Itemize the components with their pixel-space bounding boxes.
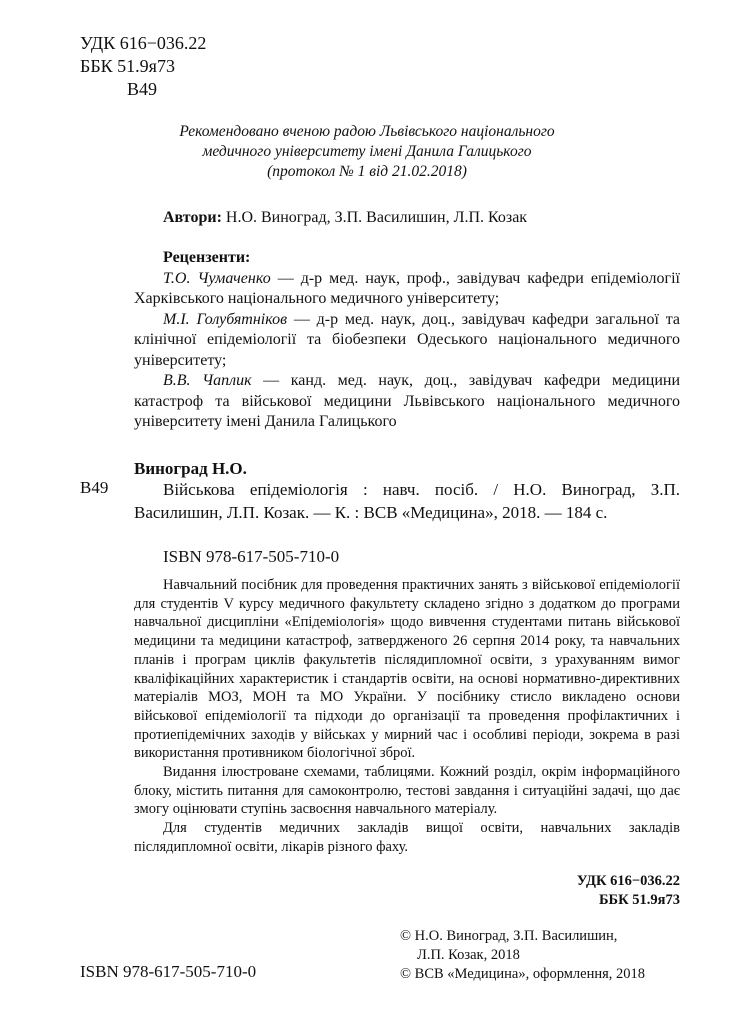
recommendation-line-3: (протокол № 1 від 21.02.2018) <box>267 163 467 180</box>
reviewer-name: Т.О. Чумаченко <box>163 269 271 287</box>
bottom-isbn: ISBN 978-617-505-710-0 <box>80 962 257 981</box>
authors-line <box>163 209 527 227</box>
recommendation-block <box>0 122 734 182</box>
recommendation-line-1: Рекомендовано вченою радою Львівського національного <box>179 123 555 140</box>
annotation-paragraph: Для студентів медичних закладів вищої освіти, навчальних закладів післядипломної освіти, лікарів різного фаху. <box>134 820 680 855</box>
top-classification-codes <box>80 32 206 101</box>
authors-label: Автори: <box>163 209 222 226</box>
annotation-paragraph: Навчальний посібник для проведення практичних занять з військової епідеміології для студентів V курсу медичного факультету складено згідно з додатком до програми навчальної дисципліни «Епідеміологія» щодо вивчення студентами питань військової медицини та медицини катастроф, затвердженого 26 серпня 2014 року, та навчальних планів і програм циклів факультетів післядипломної освіти, з урахуванням вимог кваліфікаційних характеристик і стандартів освіти, на основі нормативно-директивних матеріалів МОЗ, МОН та МО України. У посібнику стисло викладено основи військової епідеміології та підходи до організації та проведення профілактичних і протиепідемічних заходів у військах у мирний час і особливі періоди, зокрема в разі використання противником біологічної зброї. <box>134 577 680 762</box>
recommendation-line-2: медичного університету імені Данила Галицького <box>202 143 532 160</box>
reviewer-name: М.І. Голубятніков <box>163 310 288 328</box>
reviewer-entry <box>134 269 680 310</box>
bottom-classification-codes <box>577 872 680 910</box>
catalog-mark: В49 <box>80 478 109 497</box>
udk-code: УДК 616−036.22 <box>80 33 207 53</box>
author-mark: В49 <box>127 79 158 99</box>
copyright-line-2: Л.П. Козак, 2018 <box>417 947 520 963</box>
authors-names: Н.О. Виноград, З.П. Василишин, Л.П. Козак <box>225 209 528 226</box>
reviewer-entry <box>134 310 680 372</box>
annotation-paragraph: Видання ілюстроване схемами, таблицями. Кожний розділ, окрім інформаційного блоку, містить питання для самоконтролю, тестові завдання і ситуаційні задачі, що дає змогу оцінювати ступінь засвоєння навчального матеріалу. <box>134 764 680 818</box>
reviewer-entry <box>134 371 680 433</box>
reviewer-details: — канд. мед. наук, доц., завідувач кафедри медицини катастроф та військової медицини Львівського національного медичного університету імені Данила Галицького <box>134 372 681 430</box>
reviewers-label: Рецензенти: <box>163 249 251 266</box>
reviewers-block <box>134 248 680 433</box>
reviewer-name: В.В. Чаплик <box>163 372 252 389</box>
copyright-block <box>400 927 645 984</box>
annotation-block <box>134 576 680 857</box>
reviewer-details: — д-р мед. наук, доц., завідувач кафедри загальної та клінічної епідеміології та біобезпеки Одеського національного медичного університету; <box>134 310 680 369</box>
reviewer-details: — д-р мед. наук, проф., завідувач кафедри епідеміології Харківського національного медичного університету; <box>134 269 680 307</box>
copyright-line-3: © ВСВ «Медицина», оформлення, 2018 <box>400 966 646 982</box>
catalog-author: Виноград Н.О. <box>134 459 247 478</box>
copyright-line-1: © Н.О. Виноград, З.П. Василишин, <box>400 928 618 944</box>
catalog-description: Військова епідеміологія : навч. посіб. / Н.О. Виноград, З.П. Василишин, Л.П. Козак. — К. : ВСВ «Медицина», 2018. — 184 с. <box>134 480 680 522</box>
bottom-udk-code: УДК 616−036.22 <box>576 873 680 889</box>
bottom-bbk-code: ББК 51.9я73 <box>598 892 680 908</box>
bbk-code: ББК 51.9я73 <box>80 56 175 76</box>
catalog-isbn: ISBN 978-617-505-710-0 <box>163 547 340 566</box>
